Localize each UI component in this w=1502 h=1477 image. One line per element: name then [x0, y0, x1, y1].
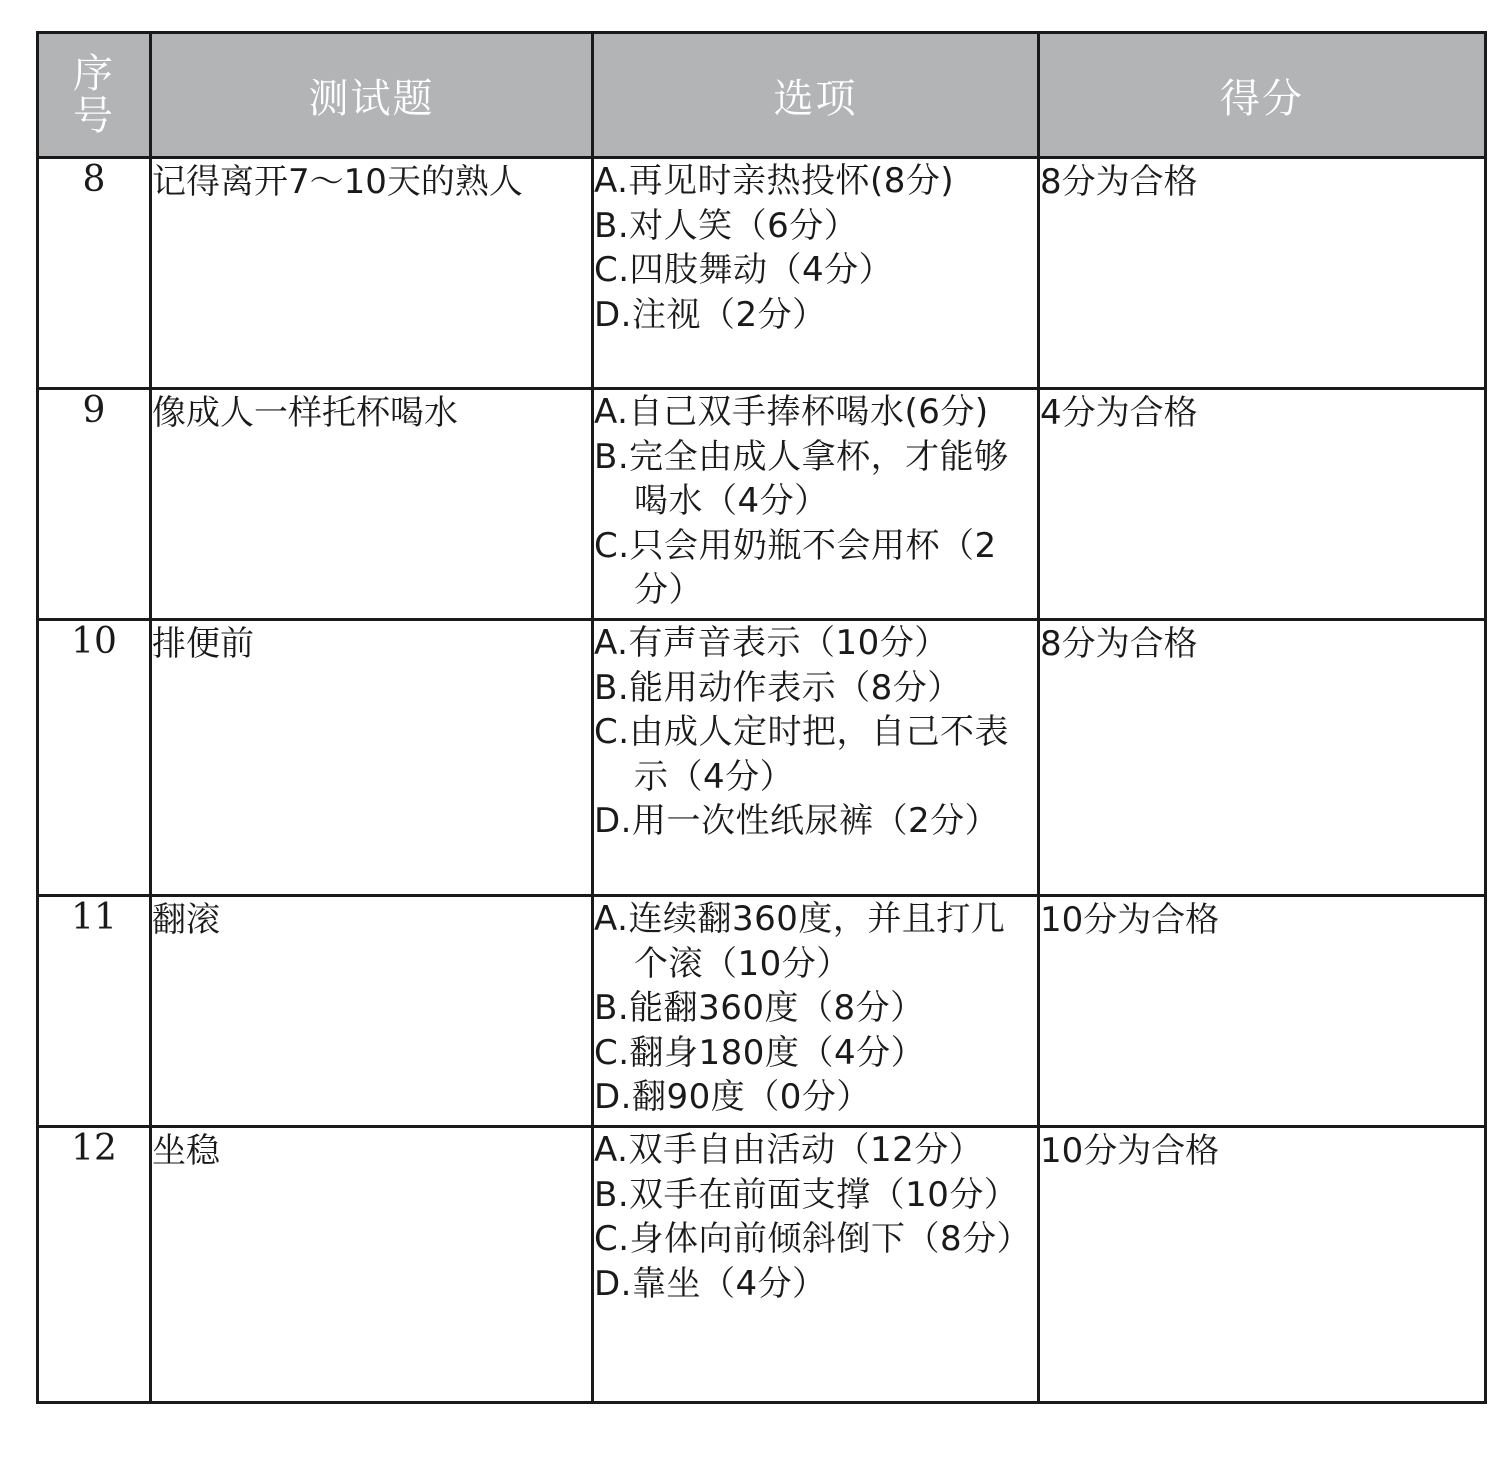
option-item: C.翻身180度（4分） [594, 1032, 926, 1073]
option-item: D.用一次性纸尿裤（2分） [594, 801, 1000, 841]
header-test: 测试题 [151, 33, 593, 158]
row-index: 12 [38, 1127, 151, 1403]
row-score: 8分为合格 [1039, 158, 1486, 389]
table-row [38, 896, 1486, 1127]
table-row [38, 620, 1486, 896]
option-item: A.自己双手捧杯喝水(6分) [594, 392, 989, 432]
option-item: D.靠坐（4分） [594, 1263, 827, 1304]
option-item: C.只会用奶瓶不会用杯（2分） [594, 525, 997, 610]
option-item: C.身体向前倾斜倒下（8分） [594, 1219, 1032, 1259]
row-test: 记得离开7～10天的熟人 [151, 158, 593, 389]
row-options [593, 158, 1039, 389]
header-options: 选项 [593, 33, 1039, 158]
option-item: B.能用动作表示（8分） [594, 667, 962, 708]
row-index: 8 [38, 158, 151, 389]
table-row [38, 389, 1486, 620]
row-options [593, 1127, 1039, 1403]
option-item: A.再见时亲热投怀(8分) [594, 161, 955, 201]
option-item: A.有声音表示（10分） [594, 623, 949, 663]
table-row [38, 158, 1486, 389]
header-score: 得分 [1039, 33, 1486, 158]
header-index-line1: 序 [73, 51, 115, 97]
row-options [593, 896, 1039, 1127]
option-item: B.双手在前面支撑（10分） [594, 1174, 1019, 1215]
header-index [38, 33, 151, 158]
option-item: B.能翻360度（8分） [594, 988, 925, 1028]
table-row [38, 1127, 1486, 1403]
row-score: 10分为合格 [1039, 896, 1486, 1127]
row-options [593, 620, 1039, 896]
table-header-row [38, 33, 1486, 158]
row-test: 排便前 [151, 620, 593, 896]
row-index: 9 [38, 389, 151, 620]
option-item: D.注视（2分） [594, 294, 827, 335]
option-item: C.四肢舞动（4分） [594, 250, 894, 290]
row-test: 翻滚 [151, 896, 593, 1127]
score-table [36, 31, 1487, 1404]
row-score: 8分为合格 [1039, 620, 1486, 896]
row-index: 11 [38, 896, 151, 1127]
option-item: D.翻90度（0分） [594, 1077, 871, 1117]
row-index: 10 [38, 620, 151, 896]
option-item: B.对人笑（6分） [594, 205, 859, 246]
row-test: 像成人一样托杯喝水 [151, 389, 593, 620]
row-score: 4分为合格 [1039, 389, 1486, 620]
option-item: A.双手自由活动（12分） [594, 1130, 984, 1170]
row-score: 10分为合格 [1039, 1127, 1486, 1403]
row-options [593, 389, 1039, 620]
row-test: 坐稳 [151, 1127, 593, 1403]
option-item: A.连续翻360度，并且打几个滚（10分） [594, 899, 1006, 984]
option-item: B.完全由成人拿杯，才能够喝水（4分） [594, 436, 1009, 521]
header-index-line2: 号 [73, 93, 115, 139]
option-item: C.由成人定时把，自己不表示（4分） [594, 712, 1010, 797]
